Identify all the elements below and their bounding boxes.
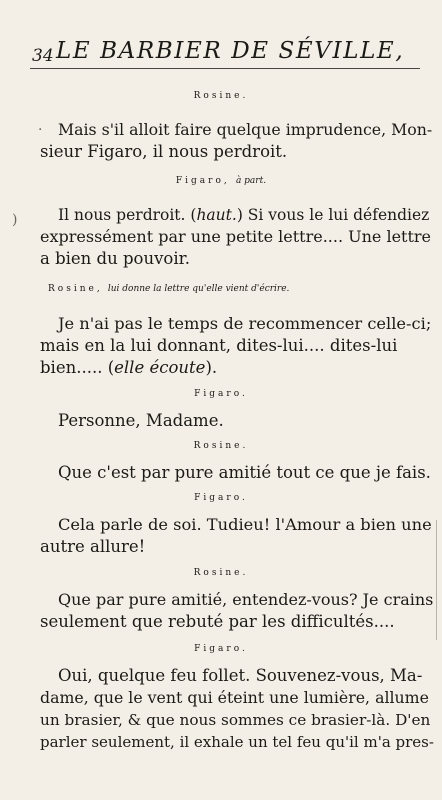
speaker-name: Figaro. <box>194 644 248 654</box>
speaker-heading <box>4 283 442 294</box>
dialogue-line: Que par pure amitié, entendez-vous? Je crains <box>58 590 434 609</box>
dialogue-line: Mais s'il alloit faire quelque imprudence, Mon- <box>58 120 433 139</box>
dialogue-line: autre allure! <box>40 537 146 556</box>
page-number: 34 <box>32 46 54 66</box>
running-title: LE BARBIER DE SÉVILLE, <box>56 38 405 64</box>
speaker-name: Figaro. <box>194 389 248 399</box>
speaker-heading <box>0 440 442 451</box>
text-run: bien..... ( <box>40 358 115 377</box>
stage-direction: elle écoute <box>114 358 206 377</box>
dialogue-line: parler seulement, il exhale un tel feu qu'il m'a pres- <box>40 733 434 751</box>
page-header <box>0 38 442 68</box>
margin-mark: · <box>38 122 43 138</box>
page-edge-shadow <box>436 520 437 640</box>
speaker-name: Rosine, <box>48 284 103 294</box>
stage-direction: lui donne la lettre qu'elle vient d'écrire. <box>107 284 290 294</box>
dialogue-line: Oui, quelque feu follet. Souvenez-vous, Ma- <box>58 666 423 685</box>
dialogue-line: Cela parle de soi. Tudieu! l'Amour a bien une <box>58 515 432 534</box>
speaker-name: Rosine. <box>193 441 249 451</box>
speaker-heading <box>0 643 442 654</box>
dialogue-line: Je n'ai pas le temps de recommencer celle-ci; <box>58 314 432 333</box>
header-rule <box>30 68 420 69</box>
dialogue-line: Que c'est par pure amitié tout ce que je fais. <box>58 463 431 482</box>
dialogue-line: expressément par une petite lettre.... Une lettre <box>40 227 432 246</box>
speaker-name: Rosine. <box>193 568 249 578</box>
dialogue-line <box>58 205 429 225</box>
stage-direction: haut. <box>196 206 237 224</box>
text-run: ) Si vous le lui défendiez <box>236 206 430 224</box>
dialogue-line: un brasier, & que nous sommes ce brasier-là. D'en <box>40 711 431 729</box>
text-run: ). <box>205 358 218 377</box>
speaker-heading <box>0 175 442 186</box>
speaker-name: Figaro, <box>175 176 230 186</box>
margin-mark: ) <box>12 212 18 228</box>
dialogue-line: seulement que rebuté par les difficultés.... <box>40 612 395 631</box>
dialogue-line: mais en la lui donnant, dites-lui.... dites-lui <box>40 336 398 355</box>
speaker-heading <box>0 567 442 578</box>
dialogue-line: sieur Figaro, il nous perdroit. <box>40 142 288 161</box>
text-run: Il nous perdroit. ( <box>58 206 197 224</box>
dialogue-line: Personne, Madame. <box>58 411 224 430</box>
speaker-name: Rosine. <box>193 91 249 101</box>
speaker-name: Figaro. <box>194 493 248 503</box>
dialogue-line: dame, que le vent qui éteint une lumière, allume <box>40 688 429 707</box>
speaker-heading <box>0 388 442 399</box>
speaker-heading <box>0 492 442 503</box>
dialogue-line: a bien du pouvoir. <box>40 249 190 268</box>
speaker-heading <box>0 90 442 101</box>
dialogue-line <box>40 358 217 378</box>
stage-direction: à part. <box>235 176 267 186</box>
